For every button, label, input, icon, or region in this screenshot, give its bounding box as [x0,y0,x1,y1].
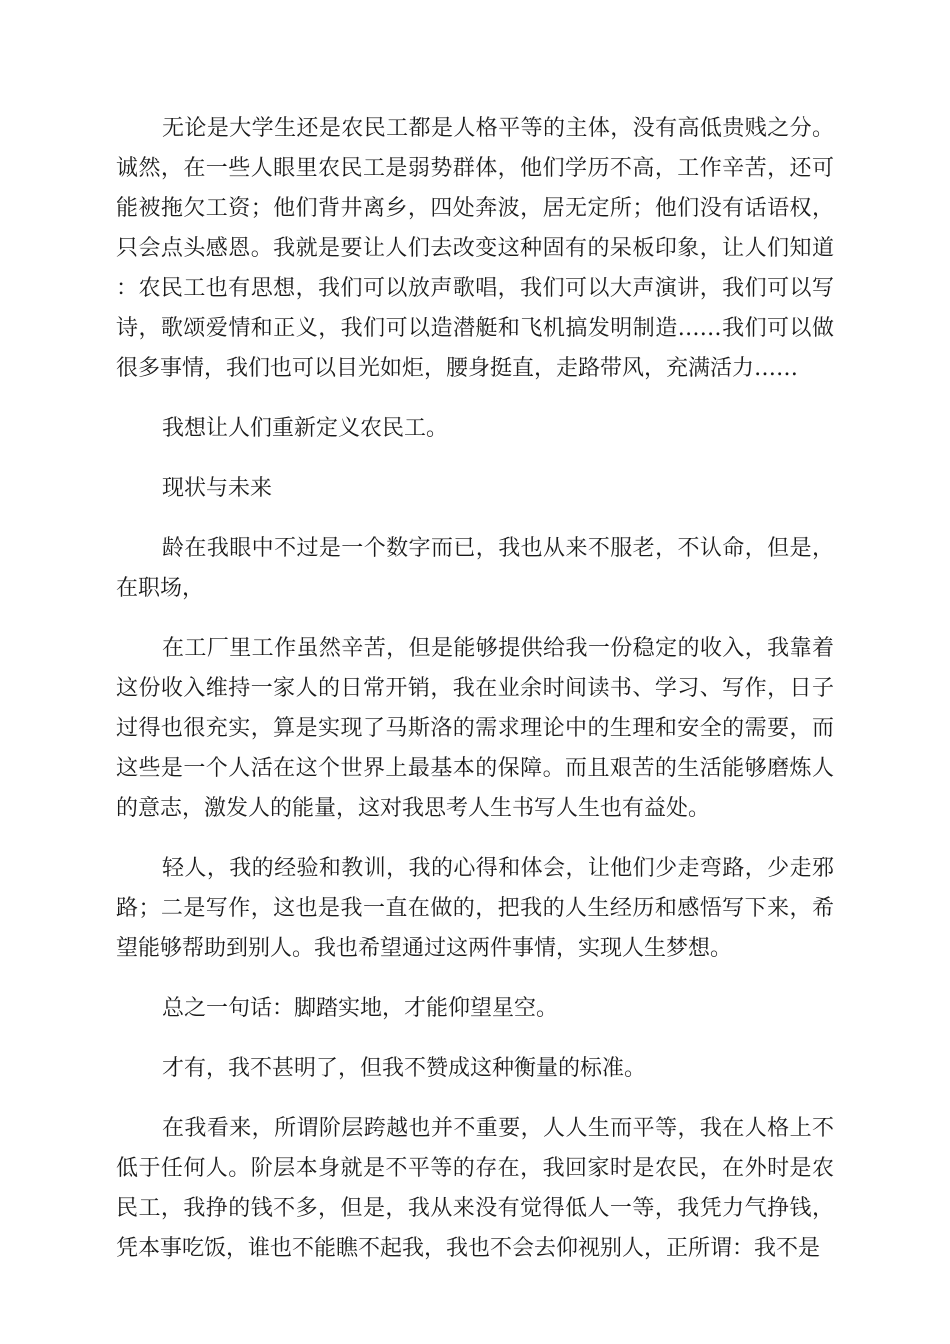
paragraph-2: 我想让人们重新定义农民工。 [162,416,449,441]
paragraph-5: 轻人，我的经验和教训，我的心得和体会，让他们少走弯路，少走邪路；二是写作，这也是我一直在做的，把我的人生经历和感悟写下来，希望能够帮助到别人。我也希望通过这两件事情，实现人生梦想。 [116,856,834,961]
paragraph-1: 无论是大学生还是农民工都是人格平等的主体，没有高低贵贱之分。诚然，在一些人眼里农民工是弱势群体，他们学历不高，工作辛苦，还可能被拖欠工资；他们背井离乡，四处奔波，居无定所；他们没有话语权，只会点头感恩。我就是要让人们去改变这种固有的呆板印象，让人们知道：农民工也有思想，我们可以放声歌唱，我们可以大声演讲，我们可以写诗，歌颂爱情和正义，我们可以造潜艇和飞机搞发明制造……我们可以做很多事情，我们也可以目光如炬，腰身挺直，走路带风，充满活力…… [116,116,834,381]
section-heading: 现状与未来 [162,476,273,501]
paragraph-7: 才有，我不甚明了，但我不赞成这种衡量的标准。 [162,1056,647,1081]
document-body [116,109,834,1289]
paragraph-6: 总之一句话：脚踏实地，才能仰望星空。 [162,996,559,1021]
paragraph-8: 在我看来，所谓阶层跨越也并不重要，人人生而平等，我在人格上不低于任何人。阶层本身就是不平等的存在，我回家时是农民，在外时是农民工，我挣的钱不多，但是，我从来没有觉得低人一等，我凭力气挣钱，凭本事吃饭，谁也不能瞧不起我，我也不会去仰视别人，正所谓：我不是 [116,1116,834,1261]
paragraph-3: 龄在我眼中不过是一个数字而已，我也从来不服老，不认命，但是，在职场， [116,536,834,601]
paragraph-4: 在工厂里工作虽然辛苦，但是能够提供给我一份稳定的收入，我靠着这份收入维持一家人的日常开销，我在业余时间读书、学习、写作，日子过得也很充实，算是实现了马斯洛的需求理论中的生理和安全的需要，而这些是一个人活在这个世界上最基本的保障。而且艰苦的生活能够磨炼人的意志，激发人的能量，这对我思考人生书写人生也有益处。 [116,636,834,821]
